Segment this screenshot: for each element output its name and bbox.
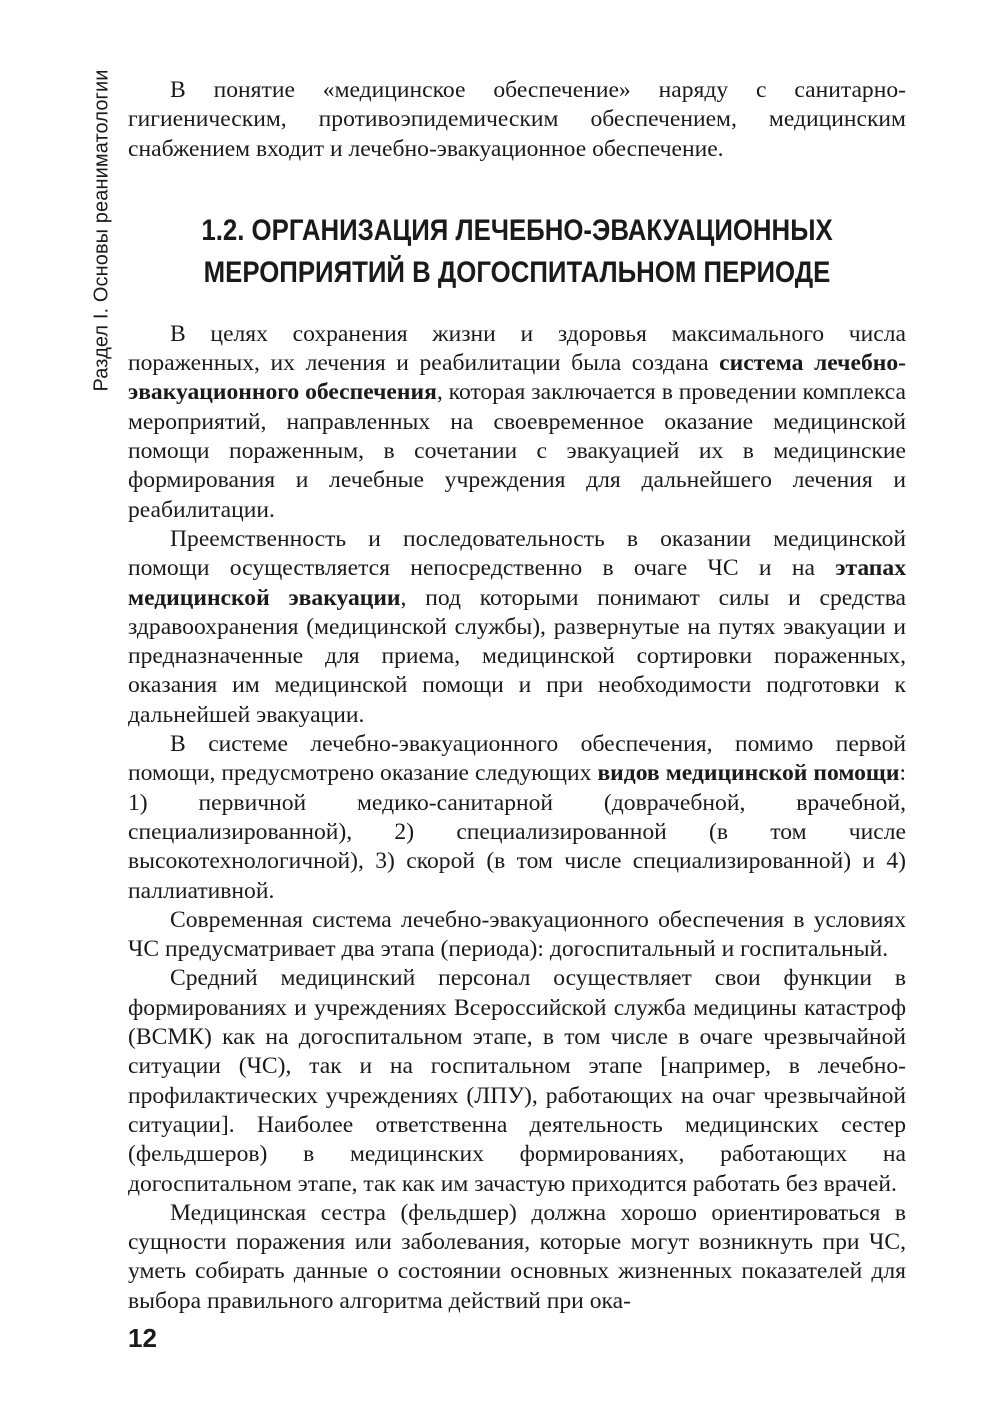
running-header: [82, 60, 122, 400]
paragraph-1-bold-term: система лечебно-эвакуационного обеспечения: [128, 350, 906, 406]
running-header-text: Раздел I. Основы реаниматологии: [90, 68, 113, 392]
paragraph-2-text-end: , под которыми понимают силы и средства здравоохранения (медицинской службы), развернутые на путях эвакуации и предназначенные для приема, медицинской сортировки пораженных, оказания им медицинской помощи и при необходимости подготовки к дальнейшей эвакуации.: [128, 584, 906, 728]
paragraph-6: Медицинская сестра (фельдшер) должна хорошо ориентироваться в сущности поражения или заболевания, которые могут возникнуть при ЧС, уметь собирать данные о состоянии основных жизненных показателей для выбора правильного алгоритма действий при ока-: [128, 1199, 906, 1314]
paragraph-4: Современная система лечебно-эвакуационного обеспечения в условиях ЧС предусматривает два этапа (периода): догоспитальный и госпитальный.: [128, 906, 906, 963]
page-body: [128, 76, 906, 1316]
paragraph-2-text-start: Преемственность и последовательность в оказании медицинской помощи осуществляется непосредственно в очаге ЧС и на: [128, 525, 906, 582]
paragraph-5: Средний медицинский персонал осуществляет свои функции в формированиях и учреждениях Всероссийской служба медицины катастроф (ВСМК) как на догоспитальном этапе, в том числе в очаге чрезвычайной ситуации (ЧС), так и на госпитальном этапе [например, в лечебно-профилактических учреждениях (ЛПУ), работающих на очаг чрезвычайной ситуации]. Наиболее ответственна деятельность медицинских сестер (фельдшеров) в медицинских формированиях, работающих на догоспитальном этапе, так как им зачастую приходится работать без врачей.: [128, 965, 906, 1197]
paragraph-3-bold-term: видов медицинской помощи: [597, 760, 900, 787]
paragraph-3: [128, 730, 906, 906]
paragraph-2: [128, 525, 906, 730]
paragraph-3-text-start: В системе лечебно-эвакуационного обеспечения, помимо первой помощи, предусмотрено оказание следующих: [128, 731, 906, 787]
section-heading-line-1: 1.2. ОРГАНИЗАЦИЯ ЛЕЧЕБНО-ЭВАКУАЦИОННЫХ: [201, 213, 833, 247]
intro-paragraph: В понятие «медицинское обеспечение» наряду с санитарно-гигиеническим, противоэпидемическим обеспечением, медицинским снабжением входит и лечебно-эвакуационное обеспечение.: [128, 77, 906, 162]
page-number: 12: [128, 1323, 157, 1353]
paragraph-1-text-start: В целях сохранения жизни и здоровья максимального числа пораженных, их лечения и реабилитации была создана: [128, 320, 906, 377]
section-heading: [182, 210, 851, 294]
paragraph-3-text-end: : 1) первичной медико-санитарной (доврачебной, врачебной, специализированной), 2) специализированной (в том числе высокотехнологичной), 3) скорой (в том числе специализированной) и 4) паллиативной.: [128, 760, 906, 904]
section-heading-line-2: МЕРОПРИЯТИЙ В ДОГОСПИТАЛЬНОМ ПЕРИОДЕ: [203, 255, 831, 289]
paragraph-1: [128, 320, 906, 525]
paragraph-2-bold-term: этапах медицинской эвакуации: [128, 555, 906, 611]
paragraph-1-text-end: , которая заключается в проведении комплекса мероприятий, направленных на своевременное оказание медицинской помощи пораженным, в сочетании с эвакуацией их в медицинские формирования и лечебные учреждения для дальнейшего лечения и реабилитации.: [128, 379, 906, 523]
